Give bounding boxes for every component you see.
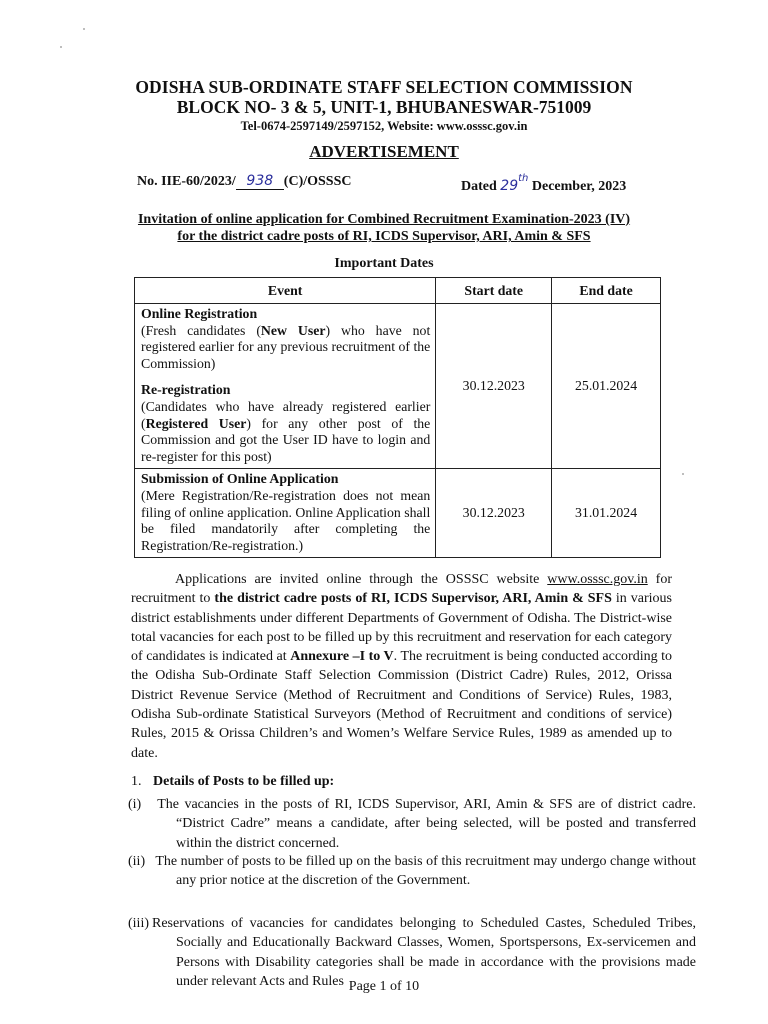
item-text: Reservations of vacancies for candidates belonging to Scheduled Castes, Scheduled Tribes, Socially and Educationally Backward Classes, Women, Sportspersons, Ex-servicemen and Persons with Disability categories shall be made in accordance with the provisions made under relevant Acts and Rules xyxy=(152,916,696,989)
event-text: (Candidates who have already registered earlier ( xyxy=(141,398,431,431)
event-emphasis: Registered User xyxy=(145,415,247,431)
document-type-heading: ADVERTISEMENT xyxy=(309,142,459,161)
org-address: BLOCK NO- 3 & 5, UNIT-1, BHUBANESWAR-751009 xyxy=(176,97,592,117)
event-title-re-registration: Re-registration xyxy=(141,382,231,398)
end-date-cell: 25.01.2024 xyxy=(552,304,661,469)
list-item: (i) The vacancies in the posts of RI, ICDS Supervisor, ARI, Amin & SFS are of district cadre. “District Cadre” means a candidate, after being selected, will be posted and transferred within the district concerned. xyxy=(128,797,696,851)
invitation-line-2: for the district cadre posts of RI, ICDS Supervisor, ARI, Amin & SFS xyxy=(177,229,591,244)
intro-emphasis: the district cadre posts of RI, ICDS Supervisor, ARI, Amin & SFS xyxy=(214,591,612,607)
intro-paragraph xyxy=(131,570,672,763)
org-name: ODISHA SUB-ORDINATE STAFF SELECTION COMMISSION xyxy=(135,77,633,97)
column-header-start-date: Start date xyxy=(436,278,552,304)
reference-suffix: (C)/OSSSC xyxy=(283,174,352,189)
website-link[interactable]: www.osssc.gov.in xyxy=(547,572,648,587)
event-description xyxy=(141,399,430,465)
table-row xyxy=(135,469,661,558)
event-text: ) who have not registered earlier for any previous recruitment of the Commission) xyxy=(141,322,431,371)
column-header-event: Event xyxy=(135,278,436,304)
column-header-end-date: End date xyxy=(552,278,661,304)
reference-handwritten-number: 938 xyxy=(236,173,284,190)
intro-text: . The recruitment is being conducted according to the Odisha Sub-Ordinate Staff Selection Commission (District Cadre) Rules, 2012, Orissa District Revenue Service (Method of Recruitment and Conditions of Service) Rules, 1983, Odisha Sub-ordinate Statistical Surveyors (Method of Recruitment and conditions of service) Rules, 2015 & Orissa Children’s and Women’s Welfare Service Rules, 1989 as amended up to date. xyxy=(131,649,673,761)
scan-speck xyxy=(60,46,62,48)
item-text: The number of posts to be filled up on the basis of this recruitment may undergo change without any prior notice at the discretion of the Government. xyxy=(155,854,697,889)
end-date-cell: 31.01.2024 xyxy=(552,469,661,558)
date-label: Dated xyxy=(461,179,497,194)
event-title-online-application: Submission of Online Application xyxy=(141,471,339,487)
intro-text: Applications are invited online through the OSSSC website xyxy=(175,572,548,587)
section-title: Details of Posts to be filled up: xyxy=(153,774,335,789)
section-number: 1. xyxy=(131,774,142,789)
important-dates-title: Important Dates xyxy=(334,256,434,271)
start-date-cell: 30.12.2023 xyxy=(436,304,552,469)
important-dates-table xyxy=(134,277,661,558)
intro-text: in various district establishments under different Departments of Government of Odisha. The District-wise total vacancies for each post to be filled up by this recruitment and reservation for each category of candidates is indicated at xyxy=(131,591,672,665)
reference-number xyxy=(137,173,351,190)
event-text: ) for any other post of the Commission and got the User ID have to login and re-register for this post) xyxy=(141,415,431,464)
start-date-cell: 30.12.2023 xyxy=(436,469,552,558)
list-item: (ii) The number of posts to be filled up on the basis of this recruitment may undergo change without any prior notice at the discretion of the Government. xyxy=(128,854,697,889)
event-description: (Mere Registration/Re-registration does not mean filing of online application. Online Application shall be filed mandatorily after completing the Registration/Re-registration.) xyxy=(141,487,431,553)
event-cell xyxy=(135,469,436,558)
item-text: The vacancies in the posts of RI, ICDS Supervisor, ARI, Amin & SFS are of district cadre. “District Cadre” means a candidate, after being selected, will be posted and transferred within the district concerned. xyxy=(157,797,696,851)
scan-speck xyxy=(682,473,684,475)
intro-text: for recruitment to xyxy=(131,572,672,607)
intro-emphasis: Annexure –I to V xyxy=(290,649,394,665)
event-emphasis: New User xyxy=(260,322,326,338)
invitation-line-1: Invitation of online application for Combined Recruitment Examination-2023 (IV) xyxy=(137,212,631,227)
list-item: (iii) Reservations of vacancies for candidates belonging to Scheduled Castes, Scheduled Tribes, Socially and Educationally Backward Classes, Women, Sportspersons, Ex-servicemen and Persons with Disability categories shall be made in accordance with the provisions made under relevant Acts and Rules xyxy=(128,916,696,989)
event-description xyxy=(141,323,430,373)
event-cell xyxy=(135,304,436,469)
scan-speck xyxy=(83,28,85,30)
event-text: (Fresh candidates ( xyxy=(141,322,261,338)
event-title-online-registration: Online Registration xyxy=(141,306,258,321)
date-month-year: December, 2023 xyxy=(531,179,627,194)
table-row xyxy=(135,304,661,469)
reference-date xyxy=(461,173,626,195)
org-contact: Tel-0674-2597149/2597152, Website: www.osssc.gov.in xyxy=(240,119,528,133)
section-heading xyxy=(131,774,334,790)
table-header-row xyxy=(135,278,661,304)
page-number: Page 1 of 10 xyxy=(348,979,420,994)
date-handwritten-day: 29 xyxy=(500,178,519,194)
reference-prefix: No. IIE-60/2023/ xyxy=(137,174,236,189)
date-handwritten-ordinal: th xyxy=(518,173,529,184)
